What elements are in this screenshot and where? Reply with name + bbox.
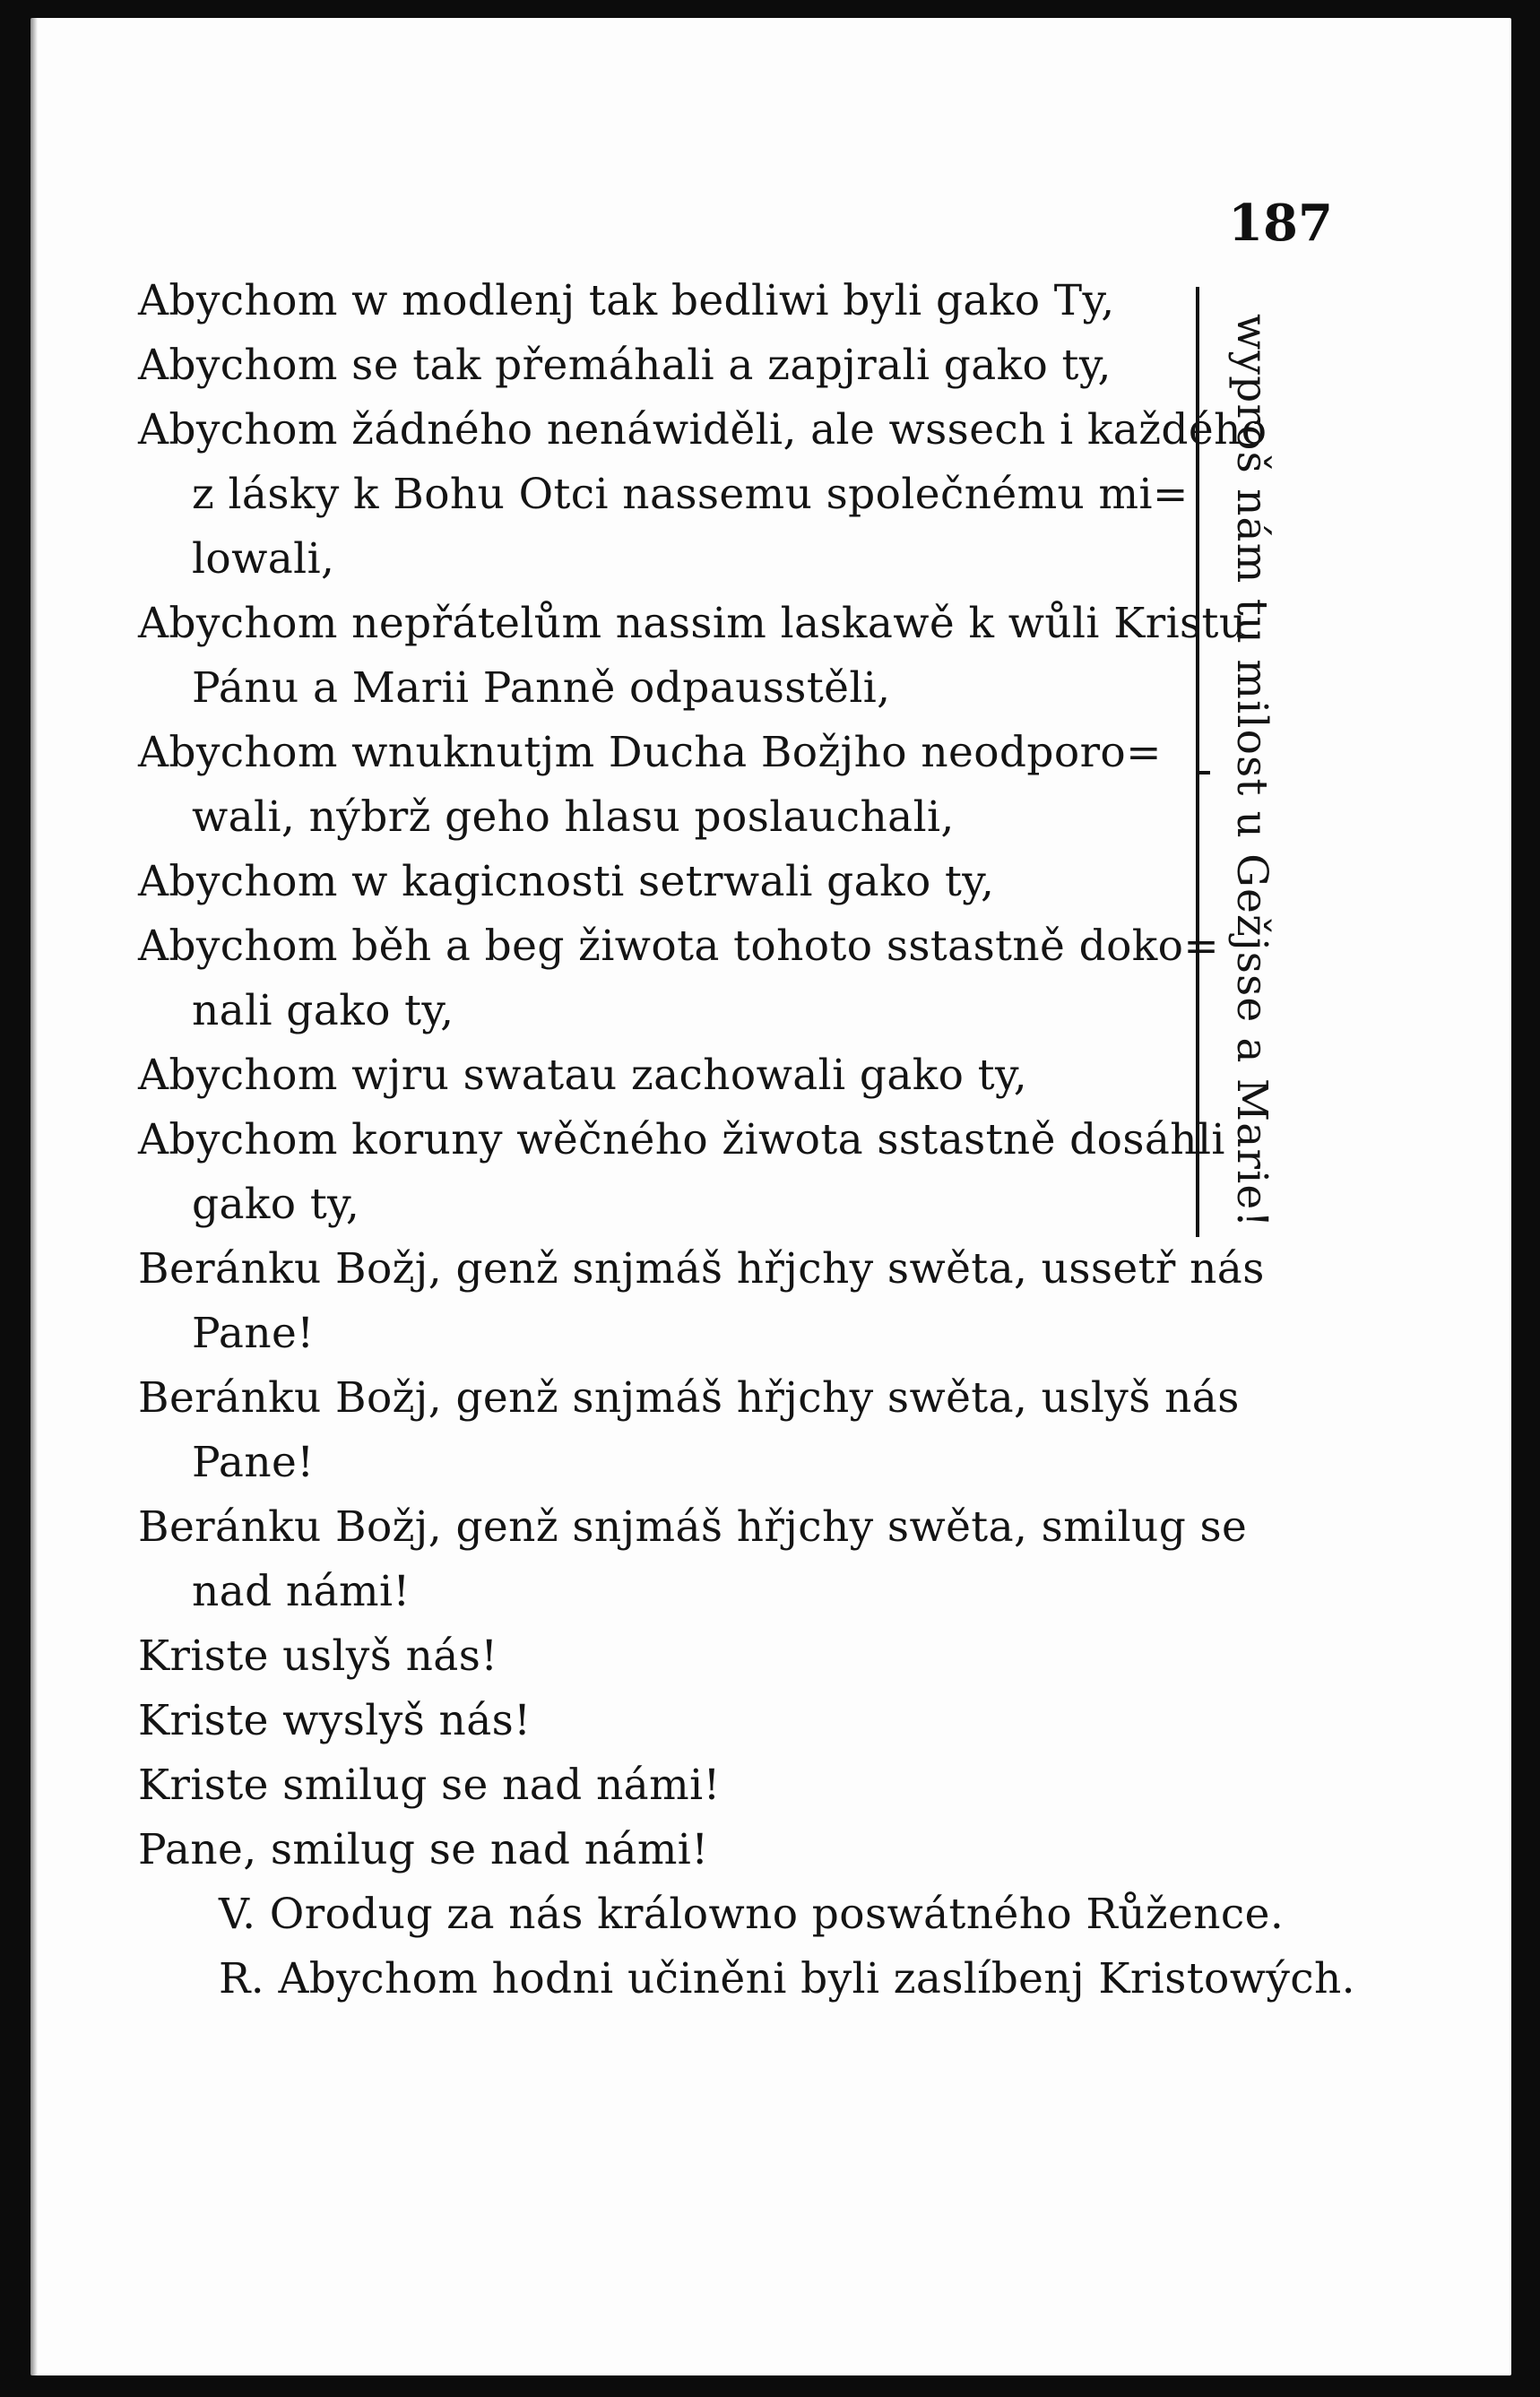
- agnus-line: Beránku Božj, genž snjmáš hřjchy swěta, uslyš nás: [138, 1373, 1240, 1423]
- agnus-line: Beránku Božj, genž snjmáš hřjchy swěta, ussetř nás: [138, 1244, 1265, 1294]
- litany-line: z lásky k Bohu Otci nassemu společnému mi=: [192, 470, 1189, 519]
- litany-line: Abychom w modlenj tak bedliwi byli gako Ty,: [138, 276, 1115, 325]
- litany-line: wali, nýbrž geho hlasu poslauchali,: [192, 792, 955, 842]
- response: R. Abychom hodni učiněni byli zaslíbenj Kristowých.: [219, 1954, 1356, 2003]
- litany-line: Abychom w kagicnosti setrwali gako ty,: [138, 857, 995, 906]
- book-page: [30, 18, 1511, 2375]
- litany-line: Abychom nepřátelům nassim laskawě k wůli Kristu: [138, 599, 1247, 648]
- refrain-bracket: [1196, 287, 1214, 1237]
- litany-line: Abychom se tak přemáhali a zapjrali gako ty,: [138, 341, 1112, 390]
- litany-text: [138, 269, 1356, 2012]
- page-binding-shadow: [30, 18, 38, 2375]
- agnus-line: Pane!: [192, 1309, 315, 1358]
- litany-line: Abychom wnuknutjm Ducha Božjho neodporo=: [138, 728, 1162, 777]
- kyrie-line: Kriste smilug se nad námi!: [138, 1761, 721, 1810]
- agnus-line: Pane!: [192, 1438, 315, 1487]
- litany-line: nali gako ty,: [192, 986, 454, 1035]
- versicle: V. Orodug za nás králowno poswátného Růžence.: [219, 1890, 1285, 1939]
- agnus-line: Beránku Božj, genž snjmáš hřjchy swěta, smilug se: [138, 1502, 1248, 1552]
- kyrie-line: Kriste wyslyš nás!: [138, 1696, 532, 1745]
- litany-line: gako ty,: [192, 1180, 360, 1229]
- kyrie-line: Kriste uslyš nás!: [138, 1631, 498, 1681]
- litany-line: Pánu a Marii Panně odpausstěli,: [192, 663, 891, 713]
- side-refrain: wyproš nám tu milost u Gežjsse a Marie!: [1227, 314, 1276, 1229]
- litany-line: Abychom žádného nenáwiděli, ale wssech i každého: [138, 405, 1267, 454]
- page-number: 187: [1228, 194, 1333, 253]
- litany-line: lowali,: [192, 534, 335, 584]
- litany-line: Abychom běh a beg žiwota tohoto sstastně doko=: [138, 922, 1220, 971]
- kyrie-line: Pane, smilug se nad námi!: [138, 1825, 709, 1874]
- litany-line: Abychom koruny wěčného žiwota sstastně dosáhli: [138, 1115, 1225, 1164]
- litany-line: Abychom wjru swatau zachowali gako ty,: [138, 1051, 1028, 1100]
- agnus-line: nad námi!: [192, 1567, 411, 1616]
